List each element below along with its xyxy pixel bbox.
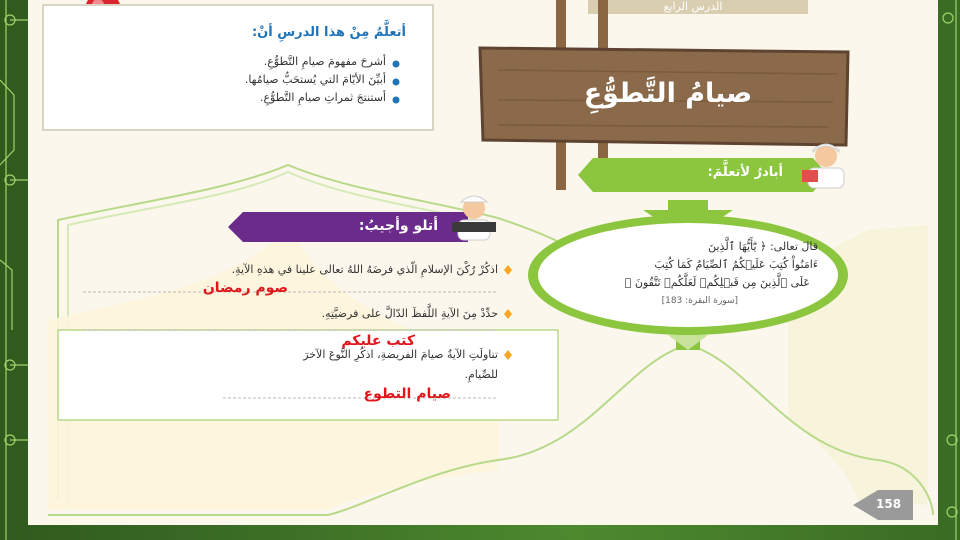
- student-reading-illustration: [798, 140, 848, 190]
- page-number: 158: [876, 497, 902, 511]
- verse-line-3: عَلَى ٱلَّذِينَ مِن قَبۡلِكُمۡ لَعَلَّكُمۡ تَتَّقُونَ ﴾: [624, 276, 810, 289]
- verse-citation: [سورة البقرة: 183]: [661, 296, 738, 306]
- lesson-title: صيامُ التَّطوُّعِ: [583, 78, 753, 109]
- question-2: حدِّدْ مِنَ الآيةِ اللَّفظَ الدّالَّ على فرضيَّتِهِ.: [321, 307, 498, 320]
- question-3: تناولَتِ الآيةُ صيامَ الفريضةِ، اذكُرِ النَّوعَ الآخرَ: [303, 348, 498, 361]
- right-frame-decoration: [938, 0, 960, 540]
- recite-and-answer-label: أتلو وأجيبُ:: [358, 218, 438, 234]
- objective-item-1: أشرحَ مفهومَ صيامِ التَّطوُّعِ.: [263, 55, 386, 68]
- left-frame-decoration: [0, 0, 28, 540]
- verse-line-2: ءَامَنُواْ كُتِبَ عَلَيۡكُمُ ٱلصِّيَامُ كَمَا كُتِبَ: [654, 258, 818, 271]
- answer-1: صوم رمضان: [202, 280, 288, 296]
- objectives-heading: أتعلَّمُ مِنْ هذا الدرسِ أنْ:: [251, 25, 406, 40]
- verse-line-1: قالَ تعالى: ﴿ يَٰٓأَيُّهَا ٱلَّذِينَ: [708, 240, 818, 253]
- question-1: اذكُرْ رُكْنَ الإسلامِ الّذي فرضَهُ اللهُ تعالى علينا في هذهِ الآيةِ.: [231, 263, 498, 276]
- objective-item-3: أستنتجَ ثمراتِ صيامِ التَّطوُّعِ.: [259, 91, 386, 104]
- question-3-continued: للصِّيامِ.: [464, 368, 498, 381]
- student-reciting-illustration: [446, 192, 502, 242]
- answer-3: صيام التطوع: [363, 386, 451, 402]
- lesson-header-label: الدرس الرابع: [663, 0, 723, 13]
- ready-to-learn-label: أبادرُ لأتعلَّمَ:: [707, 165, 783, 180]
- objective-item-2: أبيِّنَ الأيّامَ التي يُستحَبُّ صيامُها.: [244, 73, 386, 86]
- answer-2: كتب عليكم: [341, 333, 415, 349]
- textbook-page: [28, 0, 938, 525]
